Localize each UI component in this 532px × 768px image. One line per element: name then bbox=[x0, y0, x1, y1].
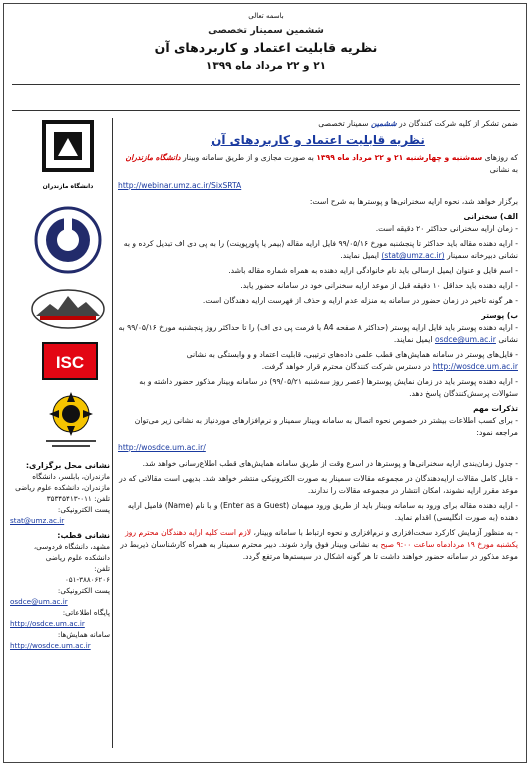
main-content bbox=[118, 118, 518, 566]
intro-text: سمینار تخصصی bbox=[318, 119, 369, 128]
database-link[interactable]: http://osdce.um.ac.ir bbox=[10, 619, 85, 628]
venue-email-link[interactable]: stat@umz.ac.ir bbox=[10, 516, 65, 525]
conference-system-label: سامانه همایش‌ها: bbox=[57, 630, 110, 639]
section-a-item: - ارایه دهنده باید حداقل ۱۰ دقیقه قبل از موعد ارایه سخنرانی خود در سامانه حضور یابد. bbox=[240, 281, 518, 290]
section-a-item: - زمان ارایه سخنرانی حداکثر ۲۰ دقیقه است. bbox=[375, 224, 518, 233]
center-email-label: پست الکترونیکی: bbox=[57, 586, 110, 595]
bismillah: باسمه تعالی bbox=[248, 12, 284, 20]
test-session-highlight: لازم است کلیه ارایه دهندگان محترم روز یکشنبه مورخ ۱۹ مردادماه ساعت ۹:۰۰ صبح bbox=[125, 528, 518, 549]
university-highlight: دانشگاه مازندران bbox=[125, 153, 181, 162]
item-text: - ارایه دهنده پوستر باید فایل ارایه پوستر (حداکثر ۸ صفحه A4 با فرمت پی دی اف) را تا حداکثر روز پنجشنبه مورخ ۹۹/۰۵/۱۶ به نشانی bbox=[118, 323, 518, 344]
section-b-item bbox=[118, 349, 518, 373]
notes-heading: تذکرات مهم bbox=[473, 404, 518, 413]
note-item bbox=[118, 527, 518, 563]
university-of-mazandaran-logo bbox=[38, 120, 98, 200]
excellence-center-logo bbox=[36, 388, 106, 450]
center-phone-label: تلفن: bbox=[94, 564, 110, 573]
intro-text: طریق سامانه وبینار bbox=[182, 153, 245, 162]
sidebar-contact-info bbox=[10, 460, 110, 651]
section-a-item: - اسم فایل و عنوان ایمیل ارسالی باید نام خانوادگی ارایه دهنده به همراه شماره مقاله باشد. bbox=[228, 266, 518, 275]
seminar-title-highlight: نظریه قابلیت اعتماد و کاربردهای آن bbox=[211, 133, 425, 147]
logo-caption: دانشگاه مازندران bbox=[42, 183, 94, 190]
secretariat-email-link[interactable]: (stat@umz.ac.ir) bbox=[381, 251, 445, 260]
section-a-heading: الف) سخنرانی bbox=[463, 212, 518, 221]
section-b-item bbox=[118, 322, 518, 346]
item-text: - به منظور آزمایش کارکرد سخت‌افزاری و نرم‌افزاری و نحوه ارتباط با سامانه وبینار، bbox=[253, 528, 518, 537]
center-heading: نشانی قطب: bbox=[57, 531, 110, 540]
item-text: ایمیل نمایند. bbox=[340, 251, 379, 260]
seminar-date: ۲۱ و ۲۲ مرداد ماه ۱۳۹۹ bbox=[205, 60, 327, 72]
venue-phone: تلفن: ۰۱۱-۳۵۳۴۵۴۱۳ bbox=[46, 494, 110, 503]
intro-text: که روزهای bbox=[484, 153, 518, 162]
isc-logo bbox=[42, 342, 98, 380]
webinar-link[interactable]: http://webinar.umz.ac.ir/SixSRTA bbox=[118, 181, 242, 190]
intro-text: به صورت مجازی و از bbox=[246, 153, 314, 162]
intro-text: ضمن تشکر از کلیه شرکت کنندگان در bbox=[398, 119, 518, 128]
section-a-item bbox=[118, 238, 518, 262]
item-text: - ارایه دهنده مقاله باید حداکثر تا پنجشنبه مورخ ۹۹/۰۵/۱۶ فایل ارایه مقاله (بیمر یا پاورپوینت) را به پی دی اف تبدیل کرده و به نشانی دبیرخانه سمینار bbox=[123, 239, 518, 260]
date-highlight: سه‌شنبه و چهارشنبه ۲۱ و ۲۲ مرداد ماه ۱۳۹۹ bbox=[316, 153, 483, 162]
item-text: - فایل‌های پوستر در سامانه همایش‌های قطب علمی داده‌های ترتیبی، قابلیت اعتماد و و وابستگی به نشانی bbox=[186, 350, 518, 359]
wosdce-link[interactable]: http://wosdce.um.ac.ir bbox=[432, 362, 518, 371]
venue-email-label: پست الکترونیکی: bbox=[57, 505, 110, 514]
seminar-title: نظریه قابلیت اعتماد و کاربردهای آن bbox=[154, 40, 378, 55]
section-a-item: - هر گونه تاخیر در زمان حضور در سامانه به منزله عدم ارایه و حذف از فهرست ارایه دهندگان است. bbox=[202, 296, 518, 305]
intro-line-1 bbox=[118, 118, 518, 130]
content-divider bbox=[12, 110, 520, 111]
conference-system-link[interactable]: http://wosdce.um.ac.ir bbox=[10, 641, 91, 650]
column-divider bbox=[112, 118, 113, 748]
wosdce-info-link[interactable]: http://wosdce.um.ac.ir/ bbox=[118, 443, 206, 452]
item-text: در دسترس شرکت کنندگان محترم قرار خواهد گرفت. bbox=[261, 362, 431, 371]
section-b-heading: ب) پوستر bbox=[481, 311, 518, 320]
sixth-highlight: ششمین bbox=[370, 119, 397, 128]
seminar-subtitle: ششمین سمینار تخصصی bbox=[208, 25, 324, 36]
venue-address: مازندران، بابلسر، دانشگاه مازندران، دانشکده علوم ریاضی bbox=[15, 472, 110, 492]
intro-line-4: برگزار خواهد شد، نحوه ارایه سخنرانی‌ها و پوسترها به شرح است: bbox=[309, 197, 518, 206]
note-item: - برای کسب اطلاعات بیشتر در خصوص نحوه اتصال به سامانه وبینار سمینار و نرم‌افزارهای موردنیاز به نشانی زیر می‌توان مراجعه نمود: bbox=[134, 416, 518, 437]
section-b-item: - ارایه دهنده پوستر باید در زمان نمایش پوسترها (عصر روز سه‌شنبه ۹۹/۰۵/۲۱) در سامانه وبینار مذکور حضور داشته و به سئوالات پرسش‌کنندگان پاسخ دهد. bbox=[139, 377, 518, 398]
center-email-link[interactable]: osdce@um.ac.ir bbox=[10, 597, 68, 606]
center-phone: ۰۵۱-۳۸۸۰۶۲۰۶ bbox=[64, 575, 110, 584]
venue-heading: نشانی محل برگزاری: bbox=[25, 461, 110, 470]
note-item: - ارایه دهنده مقاله برای ورود به سامانه وبینار باید از طریق ورود میهمان (Enter as a Guest) و با نام (Name) فامیل ارایه دهنده (به صورت انگلیسی) اقدام نماید. bbox=[127, 501, 518, 522]
item-text: ایمیل نمایند. bbox=[393, 335, 433, 344]
item-text: به نشانی وبینار فوق وارد شوند. دبیر محترم سمینار به همراه کارشناسان ذیربط در موعد مذکور در سامانه حضور خواهند داشت تا هر گونه اشکال در سیستم‌ها مرتفع گردد. bbox=[120, 540, 518, 561]
intro-line-2 bbox=[118, 152, 518, 176]
statistical-society-logo bbox=[33, 200, 103, 282]
header-divider bbox=[12, 84, 520, 85]
note-item: - قابل کامل مقالات ارایه‌دهندگان در مجموعه مقالات سمینار به صورت الکترونیکی منتشر خواهد شد. بدیهی است مقالاتی که در موعد مقرر ارایه نشوند، امکان انتشار در مجموعه مقالات را ندارند. bbox=[119, 474, 518, 495]
center-address: مشهد، دانشگاه فردوسی، دانشکده علوم ریاضی bbox=[33, 542, 110, 562]
database-label: پایگاه اطلاعاتی: bbox=[62, 608, 110, 617]
intro-text: به نشانی bbox=[489, 165, 518, 174]
isc-logo-text: ISC bbox=[55, 353, 85, 372]
iranian-statistical-society-logo bbox=[30, 288, 106, 330]
note-item: - جدول زمان‌بندی ارایه سخنرانی‌ها و پوسترها در اسرع وقت از طریق سامانه همایش‌های قطب اطلاع‌رسانی خواهد شد. bbox=[142, 459, 518, 468]
poster-email-link[interactable]: osdce@um.ac.ir bbox=[434, 335, 496, 344]
